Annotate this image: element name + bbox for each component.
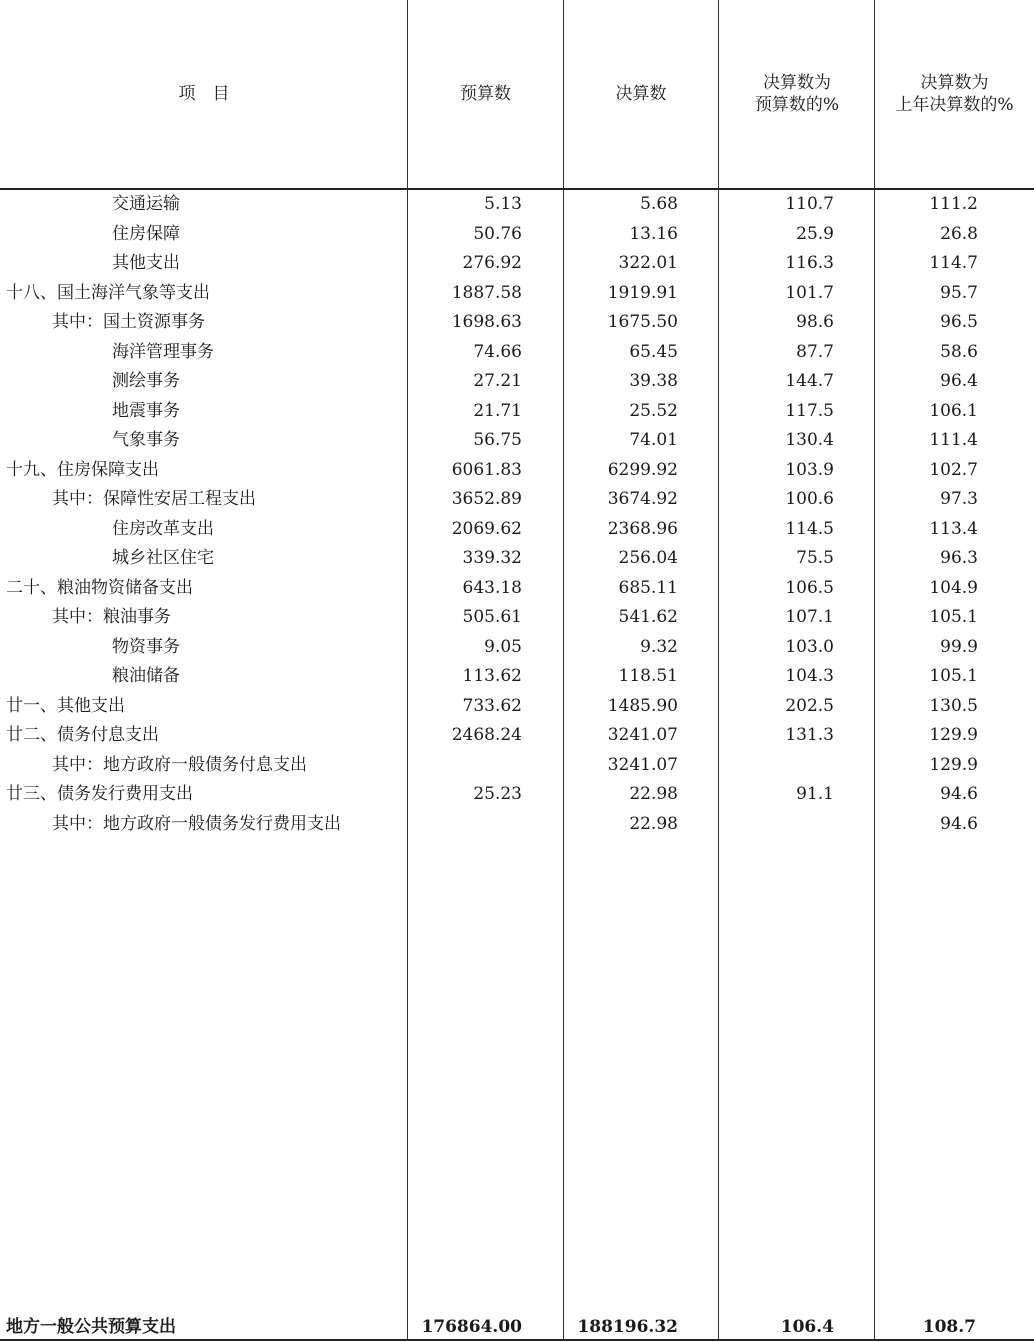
row-pct-prev: 113.4 [929, 518, 978, 539]
table-row [0, 367, 1034, 397]
row-pct-budget: 106.5 [785, 577, 834, 598]
table-row [0, 544, 1034, 574]
row-pct-prev: 111.4 [929, 430, 978, 450]
row-pct-budget: 98.6 [796, 312, 834, 332]
row-actual: 3674.92 [607, 489, 678, 509]
row-budget: 21.71 [473, 400, 522, 421]
row-pct-prev: 96.5 [940, 312, 978, 332]
row-budget: 505.61 [462, 607, 522, 627]
table-row [0, 810, 1034, 840]
row-actual: 6299.92 [607, 459, 678, 480]
row-pct-budget: 114.5 [785, 518, 834, 539]
row-actual: 1675.50 [607, 312, 678, 332]
row-name: 气象事务 [112, 430, 180, 450]
row-actual: 13.16 [629, 223, 678, 244]
row-actual: 118.51 [618, 666, 678, 686]
row-actual: 22.98 [629, 784, 678, 804]
row-pct-prev: 96.3 [940, 548, 978, 568]
table-row [0, 721, 1034, 751]
row-actual: 256.04 [618, 548, 678, 568]
row-pct-prev: 99.9 [940, 636, 978, 657]
row-name: 廿三、债务发行费用支出 [6, 784, 193, 804]
row-actual: 685.11 [618, 577, 678, 598]
row-pct-budget: 91.1 [796, 784, 834, 804]
row-pct-prev: 102.7 [929, 459, 978, 480]
header-actual [563, 0, 719, 188]
row-budget: 733.62 [462, 695, 522, 716]
row-pct-budget: 75.5 [796, 548, 834, 568]
total-budget: 176864.00 [421, 1317, 522, 1337]
row-budget: 56.75 [473, 430, 522, 450]
table-row [0, 633, 1034, 663]
row-pct-budget: 25.9 [796, 223, 834, 244]
row-actual: 22.98 [629, 813, 678, 834]
row-budget: 643.18 [462, 577, 522, 598]
table-row [0, 574, 1034, 604]
row-name: 住房保障 [112, 223, 180, 244]
row-name: 其中：保障性安居工程支出 [52, 489, 256, 509]
header-pct-prev [875, 0, 1034, 188]
row-pct-budget: 103.0 [785, 636, 834, 657]
row-budget: 1698.63 [451, 312, 522, 332]
row-actual: 1485.90 [607, 695, 678, 716]
header-pct-budget-line1: 决算数为 [763, 73, 831, 93]
table-row [0, 456, 1034, 486]
header-actual-label: 决算数 [615, 84, 667, 104]
row-pct-budget: 144.7 [785, 371, 834, 391]
row-pct-prev: 105.1 [929, 666, 978, 686]
row-pct-prev: 97.3 [940, 489, 978, 509]
header-pct-budget [719, 0, 875, 188]
total-pct-prev: 108.7 [922, 1317, 976, 1337]
total-label: 地方一般公共预算支出 [6, 1317, 176, 1337]
row-pct-prev: 129.9 [929, 725, 978, 745]
table-row [0, 515, 1034, 545]
row-actual: 322.01 [618, 253, 678, 273]
row-budget: 27.21 [473, 371, 522, 391]
row-budget: 2069.62 [451, 518, 522, 539]
row-name: 十八、国土海洋气象等支出 [6, 282, 210, 303]
row-budget: 113.62 [462, 666, 522, 686]
row-budget: 74.66 [473, 341, 522, 362]
row-name: 住房改革支出 [112, 518, 214, 539]
row-name: 交通运输 [112, 194, 180, 214]
row-budget: 9.05 [484, 636, 522, 657]
table-row [0, 308, 1034, 338]
row-name: 物资事务 [112, 636, 180, 657]
row-pct-prev: 130.5 [929, 695, 978, 716]
table-row [0, 338, 1034, 368]
row-name: 城乡社区住宅 [112, 548, 214, 568]
row-pct-prev: 26.8 [940, 223, 978, 244]
row-actual: 3241.07 [607, 754, 678, 775]
row-pct-prev: 96.4 [940, 371, 978, 391]
table-row [0, 692, 1034, 722]
row-budget: 25.23 [473, 784, 522, 804]
header-budget [408, 0, 563, 188]
row-pct-prev: 94.6 [940, 784, 978, 804]
table-row [0, 249, 1034, 279]
total-row [0, 1315, 1034, 1340]
header-item-label: 项 目 [178, 84, 230, 104]
row-budget: 5.13 [484, 194, 522, 214]
row-actual: 3241.07 [607, 725, 678, 745]
row-pct-budget: 202.5 [785, 695, 834, 716]
row-pct-prev: 129.9 [929, 754, 978, 775]
row-name: 廿二、债务付息支出 [6, 725, 159, 745]
row-pct-budget: 117.5 [785, 400, 834, 421]
row-name: 海洋管理事务 [112, 341, 214, 362]
row-pct-budget: 110.7 [785, 194, 834, 214]
row-pct-prev: 104.9 [929, 577, 978, 598]
row-pct-prev: 106.1 [929, 400, 978, 421]
row-name: 其中：地方政府一般债务付息支出 [52, 754, 307, 775]
table-row [0, 426, 1034, 456]
table-row [0, 751, 1034, 781]
row-pct-budget: 104.3 [785, 666, 834, 686]
row-pct-budget: 100.6 [785, 489, 834, 509]
row-name: 其中：粮油事务 [52, 607, 171, 627]
table-row [0, 485, 1034, 515]
total-actual: 188196.32 [577, 1317, 678, 1337]
row-budget: 6061.83 [451, 459, 522, 480]
header-item [0, 0, 408, 188]
row-pct-budget: 87.7 [796, 341, 834, 362]
row-pct-budget: 130.4 [785, 430, 834, 450]
table-row [0, 220, 1034, 250]
row-actual: 39.38 [629, 371, 678, 391]
row-pct-budget: 116.3 [785, 253, 834, 273]
table-row [0, 397, 1034, 427]
row-actual: 2368.96 [607, 518, 678, 539]
row-name: 十九、住房保障支出 [6, 459, 159, 480]
table-row [0, 279, 1034, 309]
row-actual: 1919.91 [607, 282, 678, 303]
row-name: 其中：国土资源事务 [52, 312, 205, 332]
row-name: 其他支出 [112, 253, 180, 273]
row-name: 粮油储备 [112, 666, 180, 686]
row-actual: 25.52 [629, 400, 678, 421]
row-pct-budget: 107.1 [785, 607, 834, 627]
row-budget: 1887.58 [451, 282, 522, 303]
row-actual: 65.45 [629, 341, 678, 362]
row-budget: 339.32 [462, 548, 522, 568]
total-pct-budget: 106.4 [780, 1317, 834, 1337]
row-budget: 2468.24 [451, 725, 522, 745]
row-pct-prev: 58.6 [940, 341, 978, 362]
row-budget: 3652.89 [451, 489, 522, 509]
row-actual: 74.01 [629, 430, 678, 450]
row-name: 测绘事务 [112, 371, 180, 391]
row-name: 二十、粮油物资储备支出 [6, 577, 193, 598]
row-actual: 5.68 [640, 194, 678, 214]
table-row [0, 780, 1034, 810]
header-pct-prev-line1: 决算数为 [920, 73, 989, 93]
bottom-rule [0, 1339, 1034, 1341]
row-pct-prev: 114.7 [929, 253, 978, 273]
table-row [0, 662, 1034, 692]
row-name: 其中：地方政府一般债务发行费用支出 [52, 813, 341, 834]
header-pct-budget-line2: 预算数的% [754, 95, 840, 115]
row-name: 廿一、其他支出 [6, 695, 125, 716]
header-budget-label: 预算数 [460, 84, 511, 104]
row-pct-budget: 131.3 [785, 725, 834, 745]
table-row [0, 190, 1034, 220]
row-budget: 276.92 [462, 253, 522, 273]
header-pct-prev-line2: 上年决算数的% [895, 95, 1014, 115]
table-row [0, 603, 1034, 633]
row-pct-prev: 95.7 [940, 282, 978, 303]
row-budget: 50.76 [473, 223, 522, 244]
row-name: 地震事务 [112, 400, 180, 421]
row-pct-budget: 103.9 [785, 459, 834, 480]
table-header [0, 0, 1034, 190]
row-pct-prev: 105.1 [929, 607, 978, 627]
table-body [0, 190, 1034, 839]
row-pct-prev: 94.6 [940, 813, 978, 834]
row-actual: 541.62 [618, 607, 678, 627]
row-actual: 9.32 [640, 636, 678, 657]
row-pct-prev: 111.2 [929, 194, 978, 214]
row-pct-budget: 101.7 [785, 282, 834, 303]
